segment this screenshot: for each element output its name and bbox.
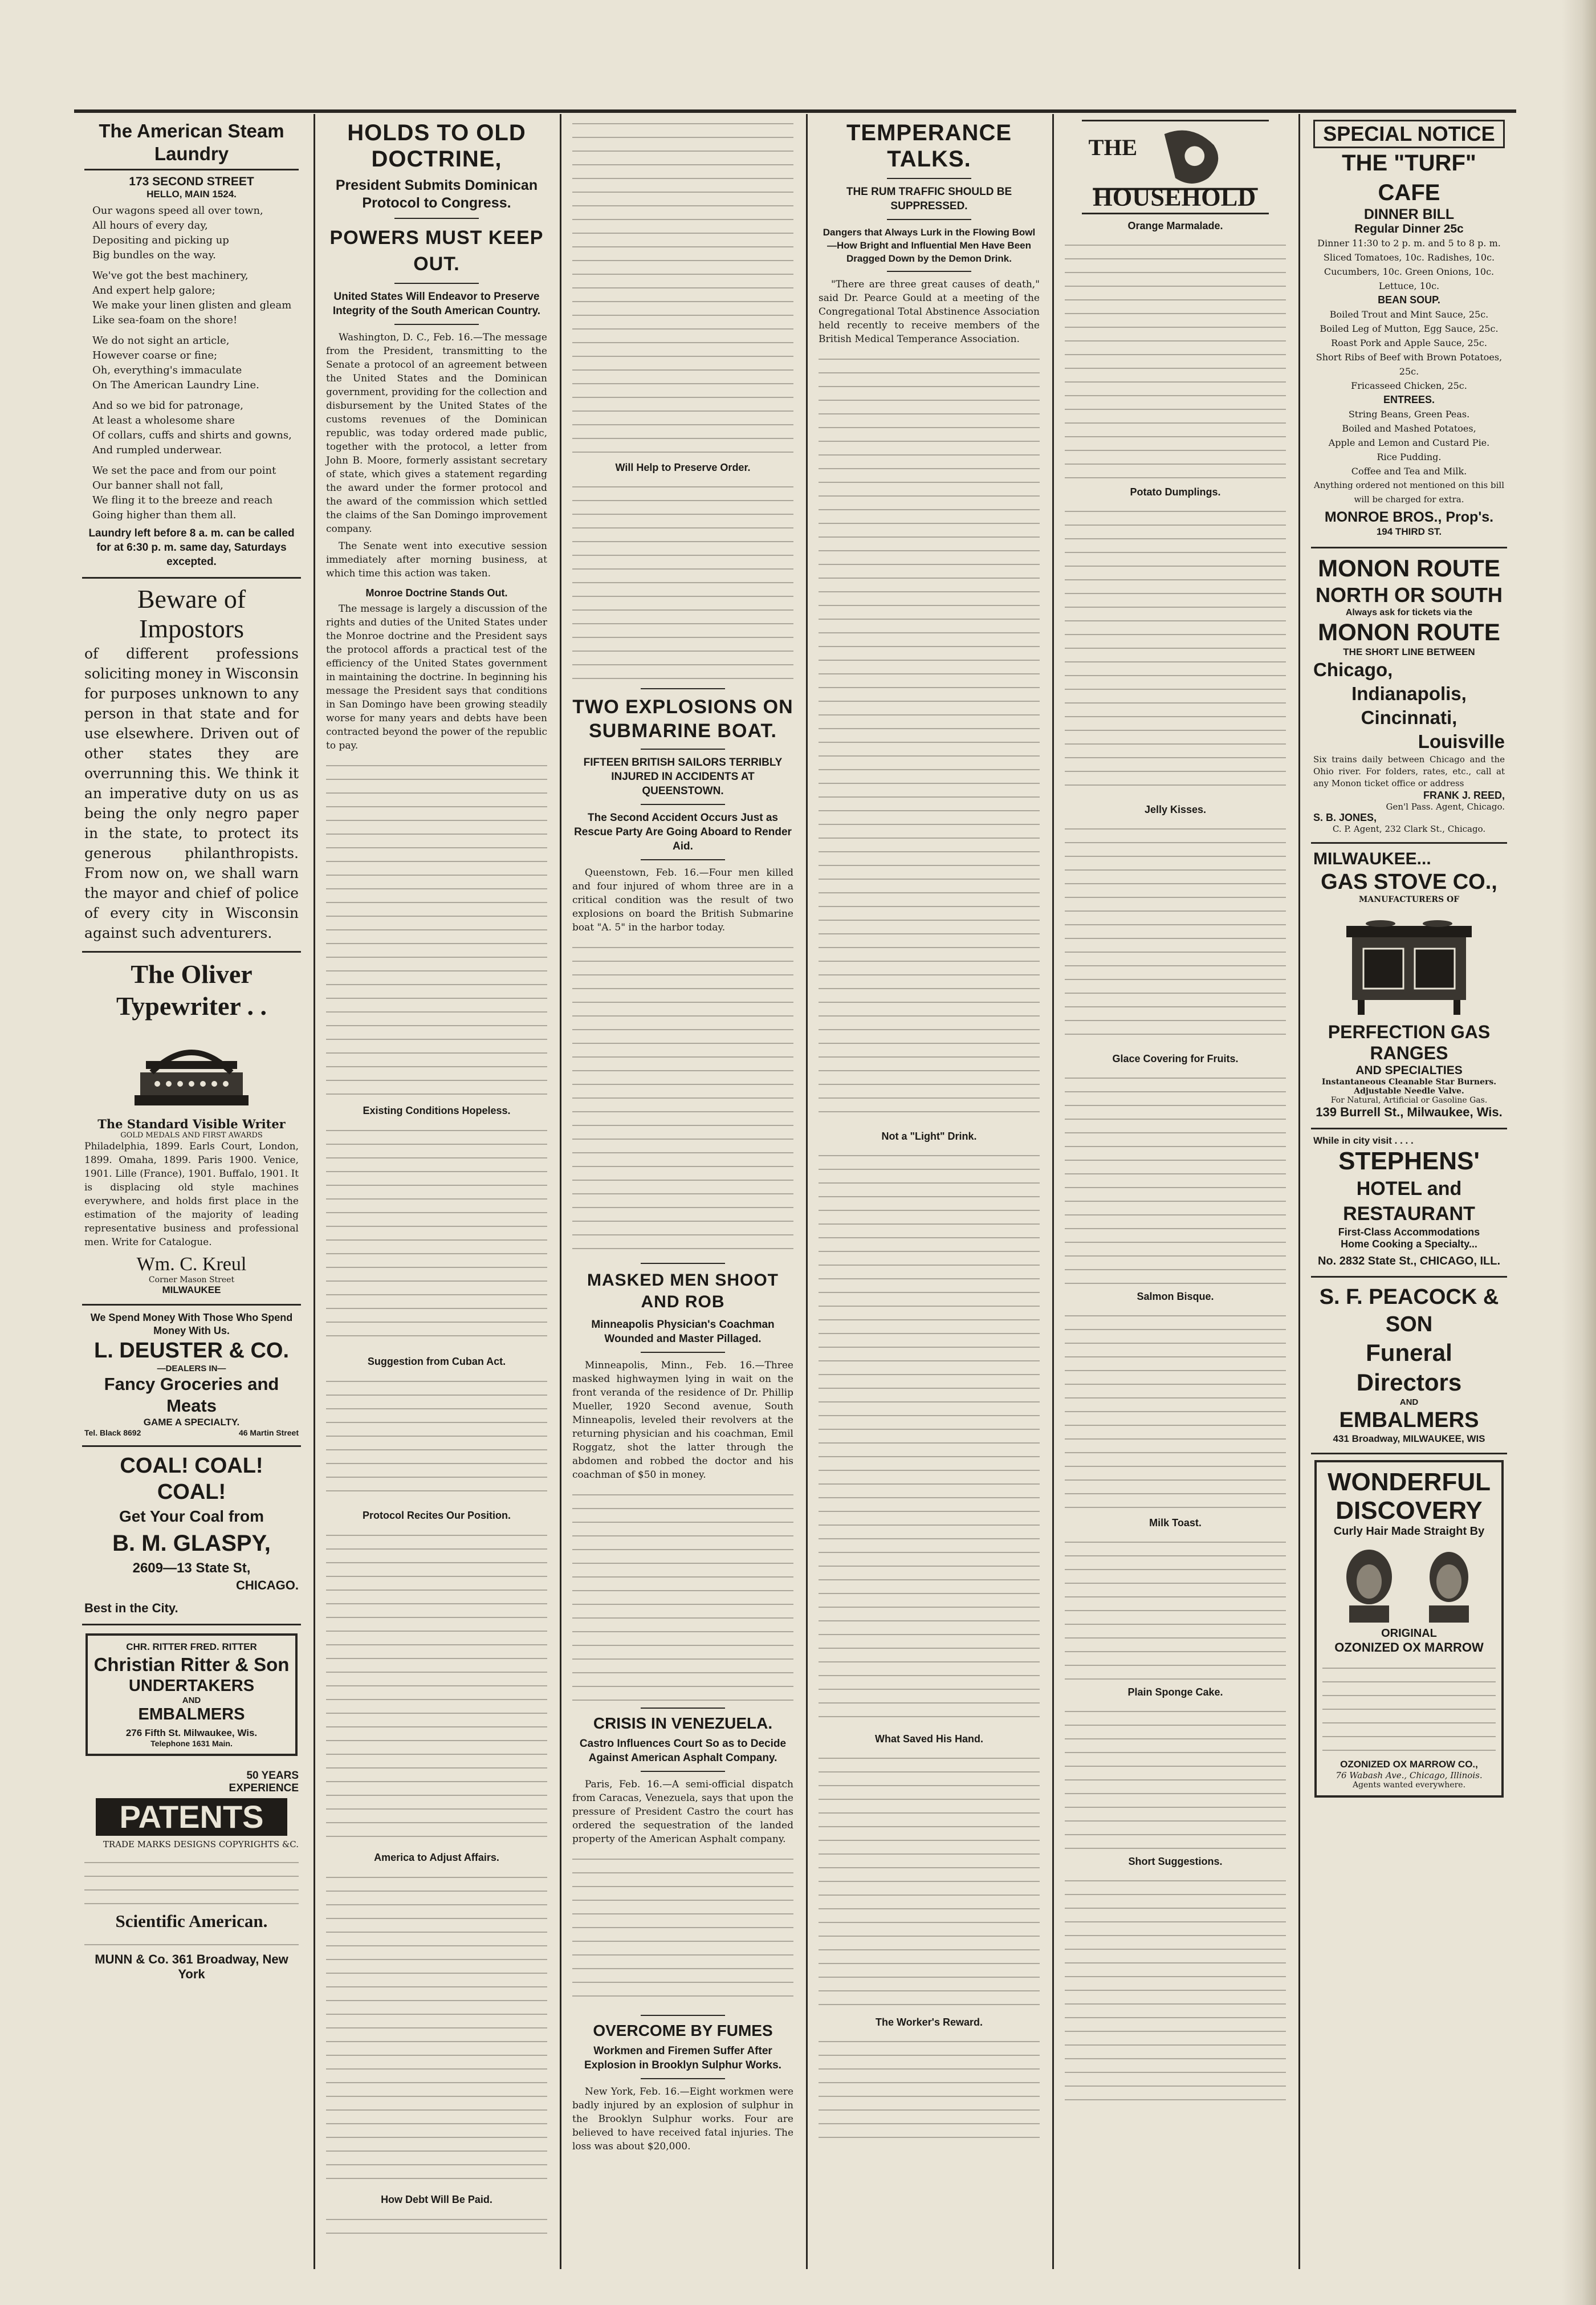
monon-city: Cincinnati, — [1361, 707, 1457, 728]
verse-line: On The American Laundry Line. — [92, 379, 259, 391]
gas-specialties: AND SPECIALTIES — [1355, 1064, 1463, 1077]
verse-line: We set the pace and from our point — [92, 465, 276, 477]
stephens-accommodations: First-Class Accommodations — [1338, 1226, 1480, 1238]
paragraph: Queenstown, Feb. 16.—Four men killed and four injured of whom three are in a critical condition was the result of two explosions on board the British Submarine boat "A. 5" in the harbor today. — [572, 867, 793, 933]
ritter-ad — [85, 1633, 298, 1756]
stephens-hotel: HOTEL and RESTAURANT — [1343, 1178, 1475, 1225]
menu-item: String Beans, Green Peas. — [1348, 409, 1470, 420]
subhead: Milk Toast. — [1149, 1517, 1202, 1528]
body-text-block — [326, 2210, 547, 2244]
peacock-name: S. F. PEACOCK & SON — [1319, 1285, 1499, 1336]
menu-item: Roast Pork and Apple Sauce, 25c. — [1331, 338, 1487, 348]
patents-munn: MUNN & Co. 361 Broadway, New York — [95, 1952, 288, 1981]
coal-address: 2609—13 State St, — [132, 1560, 251, 1576]
paragraph: Washington, D. C., Feb. 16.—The message from the President, transmitting to the Senate a protocol of an agreement between the United States and the Dominican government, providing for the collection and disbursement by the United States of the customs revenues of the Dominican republic, was today ordered made public, together with the protocol, a letter from John B. Moore, formerly assistant secretary of state, which gives a statement regarding the award under the former protocol and the award of the commission which settled the claims of the San Domingo improvement company. — [326, 332, 547, 535]
body-text-block — [572, 1485, 793, 1702]
verse-line: We fling it to the breeze and reach — [92, 494, 273, 506]
doctrine-deck3: United States Will Endeavor to Preserve Integrity of the South American Country. — [332, 291, 541, 317]
fumes-headline: OVERCOME BY FUMES — [593, 2022, 773, 2039]
verse-line: We've got the best machinery, — [92, 270, 249, 282]
oliver-caption: The Standard Visible Writer — [97, 1117, 286, 1131]
subhead: Orange Marmalade. — [1127, 220, 1223, 231]
column-rule — [1052, 114, 1054, 2269]
patents-years: 50 YEARS EXPERIENCE — [229, 1770, 299, 1794]
verse-line: At least a wholesome share — [92, 414, 235, 426]
paragraph: Minneapolis, Minn., Feb. 16.—Three masked highwaymen lying in wait on the front veranda of the residence of Dr. Phillip Mueller, 1920 Second avenue, South Minneapolis, leveled their revolvers at the returning physician and his coachman, Emil Roggatz, shot the latter through the abdomen and robbed the doctor and his coachman of $50 in money. — [572, 1360, 793, 1481]
verse-line: However coarse or fine; — [92, 349, 218, 361]
body-text-block — [819, 1146, 1040, 1727]
gas-burners: Instantaneous Cleanable Star Burners. Adjustable Needle Valve. — [1321, 1078, 1497, 1096]
menu-item: Fricasseed Chicken, 25c. — [1351, 380, 1467, 391]
monon-reed: FRANK J. REED, — [1423, 790, 1505, 801]
subhead: What Saved His Hand. — [874, 1733, 984, 1745]
paragraph: The Senate went into executive session immediately after morning business, at which time this action was taken. — [326, 540, 547, 579]
verse-line: We do not sight an article, — [92, 335, 230, 347]
page-fold-edge — [1562, 0, 1596, 2305]
verse-line: All hours of every day, — [92, 219, 208, 231]
monroe-address: 194 THIRD ST. — [1376, 526, 1442, 537]
beware-title: Beware of Impostors — [137, 584, 246, 643]
subhead: Not a "Light" Drink. — [881, 1131, 977, 1142]
submarine-deck2: The Second Accident Occurs Just as Rescue Party Are Going Aboard to Render Aid. — [574, 812, 792, 852]
oliver-title: The Oliver Typewriter . . — [116, 960, 267, 1021]
peacock-and: AND — [1399, 1397, 1419, 1407]
monon-city: Chicago, — [1313, 659, 1393, 680]
coal-title: COAL! COAL! COAL! — [120, 1454, 263, 1504]
menu-category: ENTREES. — [1383, 394, 1435, 405]
menu-item: Short Ribs of Beef with Brown Potatoes, 25c. — [1316, 352, 1503, 377]
monon-short-line: THE SHORT LINE BETWEEN — [1343, 647, 1475, 657]
menu-note: Anything ordered not mentioned on this bill will be charged for extra. — [1314, 480, 1504, 505]
verse-line: Oh, everything's immaculate — [92, 364, 242, 376]
newspaper-page — [74, 114, 1516, 2280]
subhead: Short Suggestions. — [1128, 1856, 1223, 1867]
ox-agents: Agents wanted everywhere. — [1352, 1780, 1466, 1790]
body-text-block — [1065, 235, 1286, 481]
oliver-typewriter-ad — [82, 953, 301, 1306]
dinner-bill: DINNER BILL — [1363, 206, 1455, 222]
deuster-tagline: We Spend Money With Those Who Spend Money With Us. — [90, 1312, 293, 1336]
patents-marks: TRADE MARKS DESIGNS COPYRIGHTS &C. — [103, 1839, 299, 1849]
ox-address: 76 Wabash Ave., Chicago, Illinois. — [1336, 1770, 1483, 1780]
gas-milwaukee: MILWAUKEE... — [1313, 849, 1431, 868]
deuster-contact — [84, 1428, 299, 1437]
ritter-address: 276 Fifth St. Milwaukee, Wis. — [125, 1727, 258, 1738]
doctrine-body — [326, 331, 547, 2244]
subhead: Protocol Recites Our Position. — [362, 1510, 511, 1521]
subhead: Plain Sponge Cake. — [1127, 1686, 1223, 1698]
coal-ad — [82, 1447, 301, 1625]
ritter-and: AND — [182, 1696, 201, 1705]
patents-small-print — [84, 1935, 299, 1949]
menu-item: Boiled and Mashed Potatoes, — [1342, 423, 1476, 434]
column-rule — [1298, 114, 1300, 2269]
menu-item: Rice Pudding. — [1377, 452, 1442, 462]
stephens-cooking: Home Cooking a Specialty... — [1341, 1238, 1477, 1250]
masked-headline: MASKED MEN SHOOT AND ROB — [587, 1271, 779, 1311]
household-logo — [1082, 120, 1269, 214]
subhead: Existing Conditions Hopeless. — [363, 1105, 511, 1116]
svg-text:THE: THE — [1088, 134, 1138, 160]
oliver-agent: Wm. C. Kreul — [136, 1254, 247, 1275]
top-rule — [74, 109, 1516, 113]
deuster-goods: Fancy Groceries and Meats — [104, 1374, 279, 1416]
deuster-address: 46 Martin Street — [238, 1428, 299, 1437]
laundry-footer: Laundry left before 8 a. m. can be called for at 6:30 p. m. same day, Saturdays excepted. — [88, 527, 295, 568]
subhead: Jelly Kisses. — [1144, 804, 1207, 815]
gas-range-illustration — [1329, 909, 1489, 1017]
venezuela-deck: Castro Influences Court So as to Decide Against American Asphalt Company. — [579, 1738, 787, 1764]
submarine-deck: FIFTEEN BRITISH SAILORS TERRIBLY INJURED IN ACCIDENTS AT QUEENSTOWN. — [583, 757, 783, 797]
body-text-block — [326, 1121, 547, 1349]
ritter-firm: Christian Ritter & Son — [93, 1654, 290, 1675]
household-logo-art — [1082, 121, 1269, 213]
temperance-deck: THE RUM TRAFFIC SHOULD BE SUPPRESSED. — [846, 186, 1012, 212]
body-text-block — [819, 2032, 1040, 2146]
subhead: Will Help to Preserve Order. — [615, 462, 751, 473]
doctrine-deck: President Submits Dominican Protocol to Congress. — [335, 177, 538, 211]
menu-item: Coffee and Tea and Milk. — [1351, 466, 1467, 477]
ox-product: OZONIZED OX MARROW — [1334, 1640, 1484, 1654]
menu-item: Sliced Tomatoes, 10c. Radishes, 10c. — [1323, 252, 1495, 263]
gas-perfection: PERFECTION GAS RANGES — [1328, 1022, 1491, 1063]
ritter-line1: UNDERTAKERS — [128, 1677, 255, 1695]
verse-line: Our wagons speed all over town, — [92, 205, 263, 217]
submarine-headline: TWO EXPLOSIONS ON SUBMARINE BOAT. — [572, 696, 793, 742]
temperance-deck2: Dangers that Always Lurk in the Flowing Bowl—How Bright and Influential Men Have Been Dragged Down by the Demon Drink. — [823, 227, 1036, 264]
stephens-hotel-ad — [1311, 1129, 1507, 1278]
column-doctrine — [318, 114, 555, 2269]
verse-line: Depositing and picking up — [92, 234, 229, 246]
monon-reed-title: Gen'l Pass. Agent, Chicago. — [1386, 802, 1505, 812]
body-text-block — [572, 938, 793, 1257]
verse-line: Like sea-foam on the shore! — [92, 314, 238, 326]
ritter-line2: EMBALMERS — [138, 1705, 245, 1723]
monroe-bros: MONROE BROS., Prop's. — [1324, 509, 1494, 525]
verse-line: Going higher than them all. — [92, 509, 237, 521]
deuster-special: GAME A SPECIALTY. — [143, 1417, 240, 1428]
body-text-block — [1065, 502, 1286, 798]
verse-line: And rumpled underwear. — [92, 444, 222, 456]
body-text-block — [326, 1526, 547, 1845]
deuster-name: L. DEUSTER & CO. — [93, 1339, 290, 1363]
monon-city: Louisville — [1418, 731, 1505, 752]
laundry-title: The American Steam Laundry — [84, 120, 299, 170]
patents-ad — [82, 1764, 301, 1990]
laundry-ad — [82, 114, 301, 579]
paragraph: "There are three great causes of death," said Dr. Pearce Gould at a meeting of the Congregational Total Abstinence Association held recently to receive members of the British Medical Temperance Association. — [819, 279, 1040, 345]
stephens-address: No. 2832 State St., CHICAGO, ILL. — [1317, 1255, 1501, 1267]
coal-get: Get Your Coal from — [119, 1507, 264, 1525]
ox-company: OZONIZED OX MARROW CO., — [1340, 1759, 1478, 1770]
monon-route-ad — [1311, 548, 1507, 844]
coal-city: CHICAGO. — [236, 1578, 299, 1592]
venezuela-headline: CRISIS IN VENEZUELA. — [593, 1714, 773, 1732]
oliver-text: Philadelphia, 1899. Earls Court, London, 1899. Omaha, 1899. Paris 1900. Venice, 1901. Lille (France), 1901. Buffalo, 1901. It is displacing old style machines everywhere, and holds first place in the estimation of the majority of leading representative business and professional men. Write for Catalogue. — [84, 1141, 299, 1248]
body-text-block — [1065, 1306, 1286, 1511]
coal-best: Best in the City. — [84, 1601, 178, 1615]
body-text-block — [1065, 1702, 1286, 1850]
column-rule — [314, 114, 315, 2269]
laundry-phone: HELLO, MAIN 1524. — [146, 189, 237, 200]
monon-title-2: MONON ROUTE — [1318, 619, 1500, 645]
ox-small-print — [1322, 1658, 1496, 1755]
body-text-block — [326, 756, 547, 1098]
doctrine-deck2: POWERS MUST KEEP OUT. — [329, 227, 544, 275]
gas-stove-ad — [1311, 844, 1507, 1129]
stephens-name: STEPHENS' — [1338, 1147, 1480, 1175]
fumes-deck: Workmen and Firemen Suffer After Explosion in Brooklyn Sulphur Works. — [584, 2045, 781, 2071]
oliver-medals: GOLD MEDALS AND FIRST AWARDS — [120, 1131, 263, 1140]
body-text-block — [819, 1749, 1040, 2011]
body-text-block — [572, 477, 793, 682]
verse-line: Of collars, cuffs and shirts and gowns, — [92, 429, 292, 441]
gas-address: 139 Burrell St., Milwaukee, Wis. — [1316, 1105, 1503, 1119]
subhead: Monroe Doctrine Stands Out. — [365, 587, 508, 599]
body-text-block — [572, 1849, 793, 2009]
patents-small-print — [84, 1853, 299, 1908]
turf-cafe-ad — [1311, 114, 1507, 548]
body-text-block — [326, 1868, 547, 2187]
coal-name: B. M. GLASPY, — [112, 1531, 271, 1556]
verse-line: Big bundles on the way. — [92, 249, 216, 261]
paragraph: The message is largely a discussion of the rights and duties of the United States under the Monroe doctrine and the President says the protocol affords a practical test of the efficiency of the United States government in maintaining the doctrine. In beginning his message the President says that conditions in San Domingo have been growing steadily worse for many years and debts have been contracted beyond the power of the republic to pay. — [326, 603, 547, 751]
peacock-directors: Funeral Directors — [1356, 1339, 1462, 1396]
deuster-tel: Tel. Black 8692 — [84, 1428, 141, 1437]
deuster-ad — [82, 1306, 301, 1447]
verse-line: Our banner shall not fall, — [92, 479, 223, 491]
body-text-block — [1065, 1068, 1286, 1285]
subhead: How Debt Will Be Paid. — [381, 2194, 492, 2205]
dinner-hours: Dinner 11:30 to 2 p. m. and 5 to 8 p. m. — [1317, 238, 1501, 249]
ritter-names: CHR. RITTER FRED. RITTER — [126, 1641, 257, 1652]
laundry-verse — [84, 204, 299, 523]
subhead: The Worker's Reward. — [875, 2017, 983, 2028]
menu-item: Boiled Leg of Mutton, Egg Sauce, 25c. — [1320, 323, 1499, 334]
peacock-embalmers: EMBALMERS — [1339, 1408, 1479, 1432]
column-ads-right — [1303, 114, 1515, 2269]
monon-ask: Always ask for tickets via the — [1345, 608, 1473, 617]
ox-original: ORIGINAL — [1381, 1627, 1437, 1640]
patents-sci-am: Scientific American. — [115, 1911, 268, 1931]
curly-hair: Curly Hair Made Straight By — [1333, 1525, 1485, 1538]
svg-text:HOUSEHOLD: HOUSEHOLD — [1093, 182, 1256, 212]
monon-city: Indianapolis, — [1351, 683, 1467, 704]
menu-item: Cucumbers, 10c. Green Onions, 10c. Lettuce, 10c. — [1324, 266, 1495, 291]
monon-north-south: NORTH OR SOUTH — [1316, 583, 1503, 607]
monon-text: Six trains daily between Chicago and the Ohio river. For folders, rates, etc., call at any Monon ticket office or address — [1313, 754, 1505, 788]
subhead: Glace Covering for Fruits. — [1112, 1053, 1239, 1064]
patents-title: PATENTS — [96, 1798, 287, 1836]
menu-category: BEAN SOUP. — [1378, 294, 1440, 306]
menu-item: Apple and Lemon and Custard Pie. — [1328, 437, 1490, 448]
body-text-block — [1065, 1871, 1286, 2111]
column-ads-left — [74, 114, 309, 2269]
body-text-block — [1065, 819, 1286, 1047]
verse-line: And expert help galore; — [92, 284, 215, 296]
column-news — [564, 114, 801, 2269]
paragraph: New York, Feb. 16.—Eight workmen were badly injured by an explosion of sulphur in the Brooklyn Sulphur works. Four are believed to have received fatal injuries. The loss was about $20,000. — [572, 2086, 793, 2152]
body-text-block — [572, 114, 793, 456]
paragraph: Paris, Feb. 16.—A semi-official dispatch from Caracas, Venezuela, says that upon the pressure of President Castro the court has ordered the sequestration of the landed property of the American Asphalt company. — [572, 1779, 793, 1845]
stephens-visit: While in city visit . . . . — [1313, 1135, 1414, 1146]
monon-jones: S. B. JONES, — [1313, 812, 1377, 823]
gas-manufacturers: MANUFACTURERS OF — [1358, 895, 1460, 904]
monon-title: MONON ROUTE — [1318, 555, 1500, 582]
regular-dinner: Regular Dinner 25c — [1354, 222, 1464, 235]
column-temperance — [811, 114, 1048, 2269]
portrait-illustration — [1326, 1543, 1492, 1623]
temperance-headline: TEMPERANCE TALKS. — [846, 120, 1012, 172]
beware-ad — [82, 579, 301, 953]
wonderful: WONDERFUL — [1328, 1468, 1491, 1496]
subhead: Potato Dumplings. — [1130, 486, 1221, 498]
masked-deck: Minneapolis Physician's Coachman Wounded and Master Pillaged. — [591, 1319, 775, 1345]
ritter-phone: Telephone 1631 Main. — [150, 1739, 233, 1748]
verse-line: We make your linen glisten and gleam — [92, 299, 292, 311]
body-text-block — [326, 1372, 547, 1503]
verse-line: And so we bid for patronage, — [92, 400, 243, 412]
body-text-block — [819, 349, 1040, 1125]
doctrine-headline: HOLDS TO OLD DOCTRINE, — [347, 120, 526, 172]
body-text-block — [1065, 1532, 1286, 1681]
deuster-dealers: —DEALERS IN— — [157, 1364, 226, 1373]
peacock-address: 431 Broadway, MILWAUKEE, WIS — [1333, 1433, 1485, 1444]
subhead: America to Adjust Affairs. — [374, 1852, 499, 1863]
menu-item: Boiled Trout and Mint Sauce, 25c. — [1329, 309, 1489, 320]
special-notice: SPECIAL NOTICE — [1313, 120, 1505, 148]
discovery: DISCOVERY — [1336, 1497, 1483, 1525]
column-household — [1057, 114, 1294, 2269]
column-rule — [560, 114, 561, 2269]
oliver-city: MILWAUKEE — [162, 1284, 221, 1295]
subhead: Salmon Bisque. — [1137, 1291, 1214, 1302]
turf-title: THE "TURF" CAFE — [1342, 151, 1476, 205]
gas-company: GAS STOVE CO., — [1321, 870, 1497, 894]
oliver-agent-address: Corner Mason Street — [148, 1275, 235, 1284]
ox-marrow-ad — [1314, 1460, 1504, 1798]
typewriter-illustration — [123, 1027, 260, 1112]
column-rule — [806, 114, 808, 2269]
beware-text: of different professions soliciting money in Wisconsin for purposes unknown to any person in that state and for use elsewhere. Driven out of other states they are overrunning this. We think it an imperative duty on us as being the only negro paper in the state, to protect its generous philanthropists. From now on, we shall warn the mayor and chief of police of every city in Wisconsin against such adventurers. — [84, 645, 299, 941]
peacock-ad — [1311, 1278, 1507, 1454]
gas-fuel: For Natural, Artificial or Gasoline Gas. — [1330, 1096, 1488, 1105]
subhead: Suggestion from Cuban Act. — [367, 1356, 506, 1367]
laundry-address: 173 SECOND STREET — [129, 175, 254, 188]
monon-jones-title: C. P. Agent, 232 Clark St., Chicago. — [1332, 824, 1486, 834]
